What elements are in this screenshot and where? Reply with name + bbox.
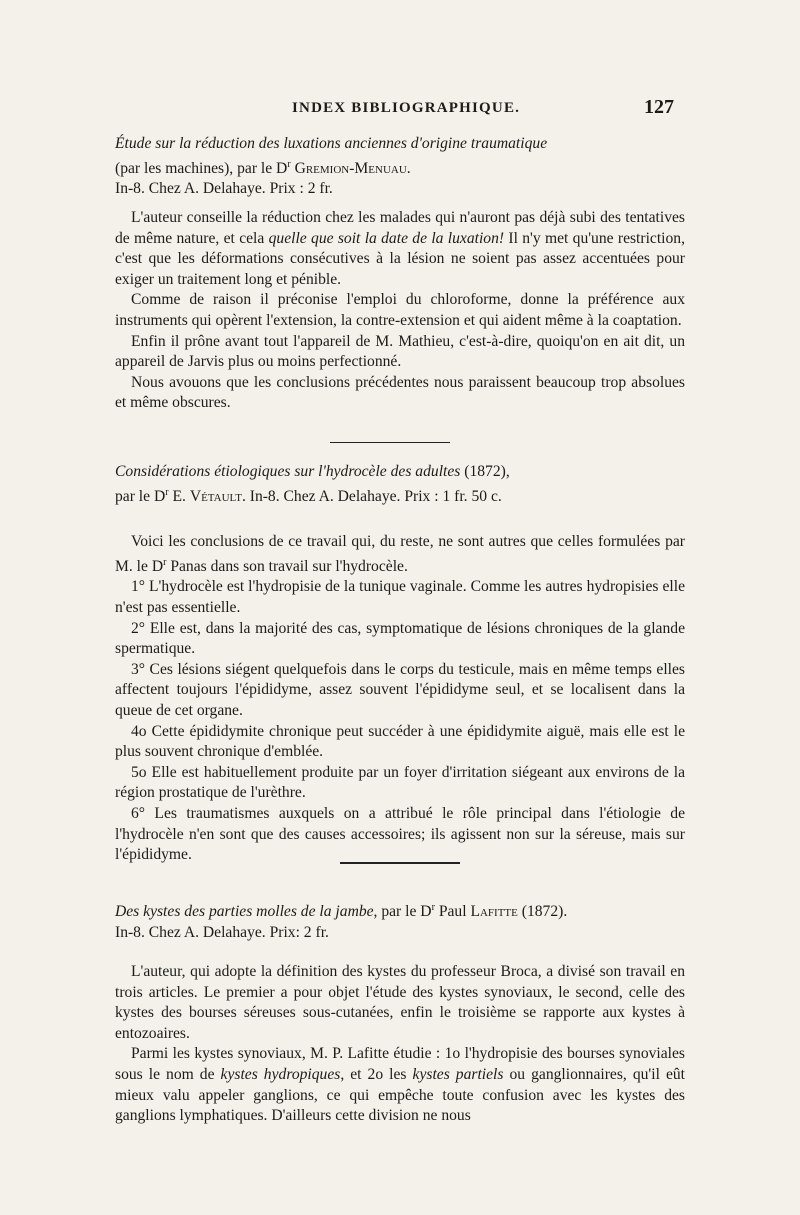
entry-1-paragraph-4: Nous avouons que les conclusions précédentes nous paraissent beaucoup trop absolues et même obscures.: [115, 373, 685, 412]
entry-3-paragraph-2: Parmi les kystes synoviaux, M. P. Lafitte étudie : 1o l'hydropisie des bourses synoviales sous le nom de kystes hydropiques, et 2o les kystes partiels ou ganglionnaires, qu'il eût mieux valu appeler ganglions, ce qui empêche toute confusion avec les kystes des ganglions lymphatiques. D'ailleurs cette division ne nous: [115, 1045, 685, 1125]
entry-2-title-line-1: Considérations étiologiques sur l'hydrocèle des adultes (1872),: [115, 463, 510, 480]
entry-1-author: Gremion-Menuau: [294, 159, 407, 177]
entry-1-paragraph-1: L'auteur conseille la réduction chez les malades qui n'auront pas déjà subi des tentatives de même nature, et cela quelle que soit la date de la luxation! Il n'y met qu'une restriction, c'est que les déformations consécutives à la lésion ne soient pas assez accentuées pour exiger un traitement long et pénible.: [115, 209, 685, 288]
entry-1-paragraph-2: Comme de raison il préconise l'emploi du chloroforme, donne la préférence aux instruments qui opèrent l'extension, la contre-extension et qui aident même à la coaptation.: [115, 291, 685, 329]
entry-2-title-line-2: par le $D^r$ E. Vétault. In-8. Chez A. Delahaye. Prix : 1 fr. 50 c.: [115, 486, 502, 505]
entry-1-body: [115, 208, 685, 414]
entry-2-item-1: 1° L'hydrocèle est l'hydropisie de la tunique vaginale. Comme les autres hydropisies elle n'est pas essentielle.: [115, 578, 685, 616]
entry-2-item-4: 4o Cette épididymite chronique peut succéder à une épididymite aiguë, mais elle est le plus souvent chronique d'emblée.: [115, 722, 685, 761]
page-number: 127: [644, 96, 674, 118]
entry-2: [115, 462, 685, 507]
entry-2-author: Vétault: [189, 487, 242, 505]
entry-1-title-line-1: Étude sur la réduction des luxations anciennes d'origine traumatique: [115, 135, 548, 152]
entry-1-title-line-2: (par les machines), par le $D^r$ Gremion-Menuau.: [115, 158, 411, 177]
entry-2-item-3: 3° Ces lésions siégent quelquefois dans le corps du testicule, mais en même temps elles affectent toujours l'épididyme, assez souvent l'épididyme seul, et se localisent dans la queue de cet organe.: [115, 660, 685, 719]
section-rule-1: [330, 442, 450, 443]
page-header: [0, 96, 800, 122]
section-rule-2: [340, 862, 460, 864]
running-title: INDEX BIBLIOGRAPHIQUE.: [292, 100, 521, 116]
entry-3-title-line-2: In-8. Chez A. Delahaye. Prix: 2 fr.: [115, 923, 329, 941]
entry-1-paragraph-3: Enfin il prône avant tout l'appareil de M. Mathieu, c'est-à-dire, quoiqu'on en ait dit, un appareil de Jarvis plus ou moins perfectionné.: [115, 332, 685, 371]
entry-2-item-2: 2° Elle est, dans la majorité des cas, symptomatique de lésions chroniques de la glande spermatique.: [115, 619, 685, 658]
entry-2-intro: Voici les conclusions de ce travail qui, du reste, ne sont autres que celles formulées par M. le $D^r$ Panas dans son travail sur l'hydrocèle.: [115, 533, 685, 575]
entry-3-paragraph-1: L'auteur, qui adopte la définition des kystes du professeur Broca, a divisé son travail en trois articles. Le premier a pour objet l'étude des kystes synoviaux, le second, celle des kystes des bourses séreuses sous-cutanées, enfin le troisième se rapporte aux kystes à entozoaires.: [115, 963, 685, 1042]
entry-2-item-6: 6° Les traumatismes auxquels on a attribué le rôle principal dans l'étiologie de l'hydrocèle n'en sont que des causes accessoires; ils agissent non sur la séreuse, mais sur l'épididyme.: [115, 804, 685, 864]
entry-1: [115, 134, 685, 200]
entry-3: [115, 898, 685, 943]
entry-3-body: [115, 962, 685, 1127]
entry-1-title-line-3: In-8. Chez A. Delahaye. Prix : 2 fr.: [115, 180, 333, 198]
entry-3-title-line-1: Des kystes des parties molles de la jambe, par le $D^r$ Paul Lafitte (1872).: [115, 902, 568, 921]
entry-2-item-5: 5o Elle est habituellement produite par un foyer d'irritation siégeant aux environs de la région prostatique de l'urèthre.: [115, 763, 685, 802]
entry-3-author: Lafitte: [470, 903, 518, 921]
entry-2-body: [115, 532, 685, 866]
